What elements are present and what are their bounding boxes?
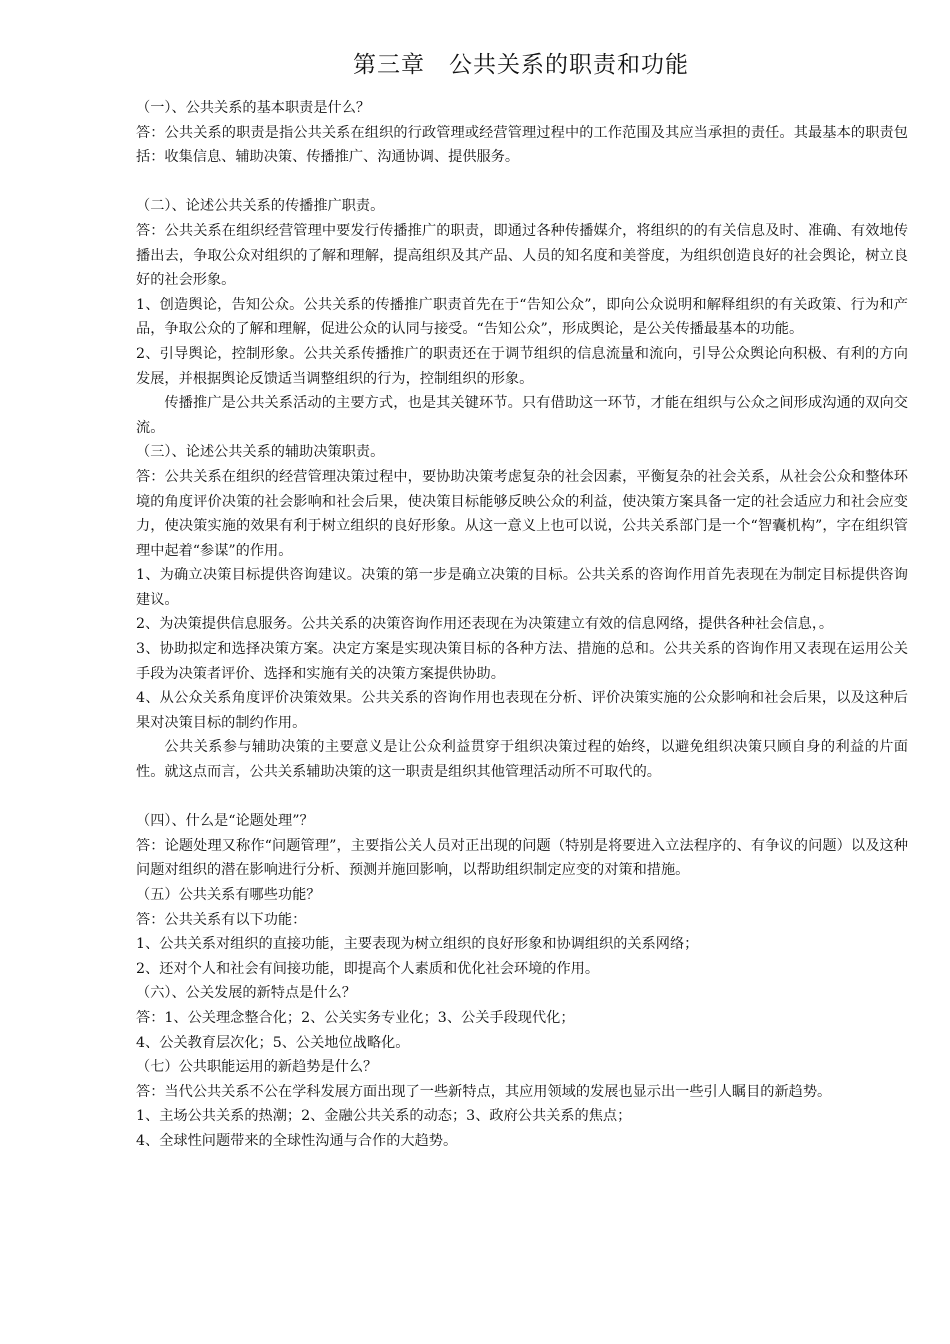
answer-2: 答：公共关系在组织经营管理中要发行传播推广的职责，即通过各种传播媒介，将组织的的有关信息及时、准确、有效地传播出去，争取公众对组织的了解和理解，提高组织及其产品、人员的知名度和美誉度，为组织创造良好的社会舆论，树立良好的社会形象。: [136, 222, 908, 289]
answer-6-line-2: 4、公关教育层次化；5、公关地位战略化。: [136, 1034, 410, 1051]
chapter-title: 第三章 公共关系的职责和功能: [353, 52, 689, 78]
document-body: [136, 96, 908, 1154]
answer-4: 答：论题处理又称作“问题管理”，主要指公关人员对正出现的问题（特别是将要进入立法程序的、有争议的问题）以及这种问题对组织的潜在影响进行分析、预测并施回影响，以帮助组织制定应变的对策和措施。: [136, 837, 908, 879]
answer-7-items-1: 1、主场公共关系的热潮；2、金融公共关系的动态；3、政府公共关系的焦点；: [136, 1108, 632, 1125]
answer-3-item-4: 4、从公众关系角度评价决策效果。公共关系的咨询作用也表现在分析、评价决策实施的公众影响和社会后果，以及这种后果对决策目标的制约作用。: [136, 690, 908, 731]
answer-2-summary: 传播推广是公共关系活动的主要方式，也是其关键环节。只有借助这一环节，才能在组织与公众之间形成沟通的双向交流。: [136, 395, 908, 436]
answer-3-item-1: 1、为确立决策目标提供咨询建议。决策的第一步是确立决策的目标。公共关系的咨询作用首先表现在为制定目标提供咨询建议。: [136, 567, 908, 608]
answer-5: 答：公共关系有以下功能：: [136, 911, 307, 928]
answer-5-item-1: 1、公共关系对组织的直接功能，主要表现为树立组织的良好形象和协调组织的关系网络；: [136, 936, 699, 953]
answer-7: 答：当代公共关系不公在学科发展方面出现了一些新特点，其应用领域的发展也显示出一些引人瞩目的新趋势。: [136, 1083, 832, 1100]
question-6: （六）、公关发展的新特点是什么？: [136, 985, 356, 1002]
question-7: （七）公共职能运用的新趋势是什么？: [136, 1059, 378, 1076]
question-4: （四）、什么是“论题处理”？: [136, 813, 314, 830]
answer-3-summary: 公共关系参与辅助决策的主要意义是让公众利益贯穿于组织决策过程的始终，以避免组织决策只顾自身的利益的片面性。就这点而言，公共关系辅助决策的这一职责是组织其他管理活动所不可取代的。: [136, 739, 908, 781]
answer-3: 答：公共关系在组织的经营管理决策过程中，要协助决策考虑复杂的社会因素，平衡复杂的社会关系，从社会公众和整体环境的角度评价决策的社会影响和社会后果，使决策目标能够反映公众的利益，使决策方案具备一定的社会适应力和社会应变力，使决策实施的效果有利于树立组织的良好形象。从这一意义上也可以说，公共关系部门是一个“智囊机构”，字在组织管理中起着“参谋”的作用。: [136, 468, 908, 559]
answer-2-item-2: 2、引导舆论，控制形象。公共关系传播推广的职责还在于调节组织的信息流量和流向，引导公众舆论向积极、有利的方向发展，并根据舆论反馈适当调整组织的行为，控制组织的形象。: [136, 345, 908, 387]
answer-5-item-2: 2、还对个人和社会有间接功能，即提高个人素质和优化社会环境的作用。: [136, 960, 600, 977]
question-2: （二）、论述公共关系的传播推广职责。: [136, 198, 385, 215]
question-3: （三）、论述公共关系的辅助决策职责。: [136, 444, 385, 461]
answer-2-item-1: 1、创造舆论，告知公众。公共关系的传播推广职责首先在于“告知公众”，即向公众说明和解释组织的有关政策、行为和产品，争取公众的了解和理解，促进公众的认同与接受。“告知公众”，形成舆论，是公关传播最基本的功能。: [136, 296, 908, 338]
answer-1: 答：公共关系的职责是指公共关系在组织的行政管理或经营管理过程中的工作范围及其应当承担的责任。其最基本的职责包括：收集信息、辅助决策、传播推广、沟通协调、提供服务。: [136, 124, 908, 166]
question-5: （五）公共关系有哪些功能？: [136, 887, 321, 903]
question-1: （一）、公共关系的基本职责是什么？: [136, 100, 371, 116]
answer-3-item-2: 2、为决策提供信息服务。公共关系的决策咨询作用还表现在为决策建立有效的信息网络，提供各种社会信息，。: [136, 616, 834, 633]
blank-line: [136, 785, 908, 810]
answer-3-item-3: 3、协助拟定和选择决策方案。决定方案是实现决策目标的各种方法、措施的总和。公共关系的咨询作用又表现在运用公关手段为决策者评价、选择和实施有关的决策方案提供协助。: [136, 641, 908, 682]
blank-line: [136, 170, 908, 195]
answer-7-items-2: 4、全球性问题带来的全球性沟通与合作的大趋势。: [136, 1132, 458, 1149]
answer-6-line-1: 答：1、公关理念整合化；2、公关实务专业化；3、公关手段现代化；: [136, 1009, 575, 1026]
